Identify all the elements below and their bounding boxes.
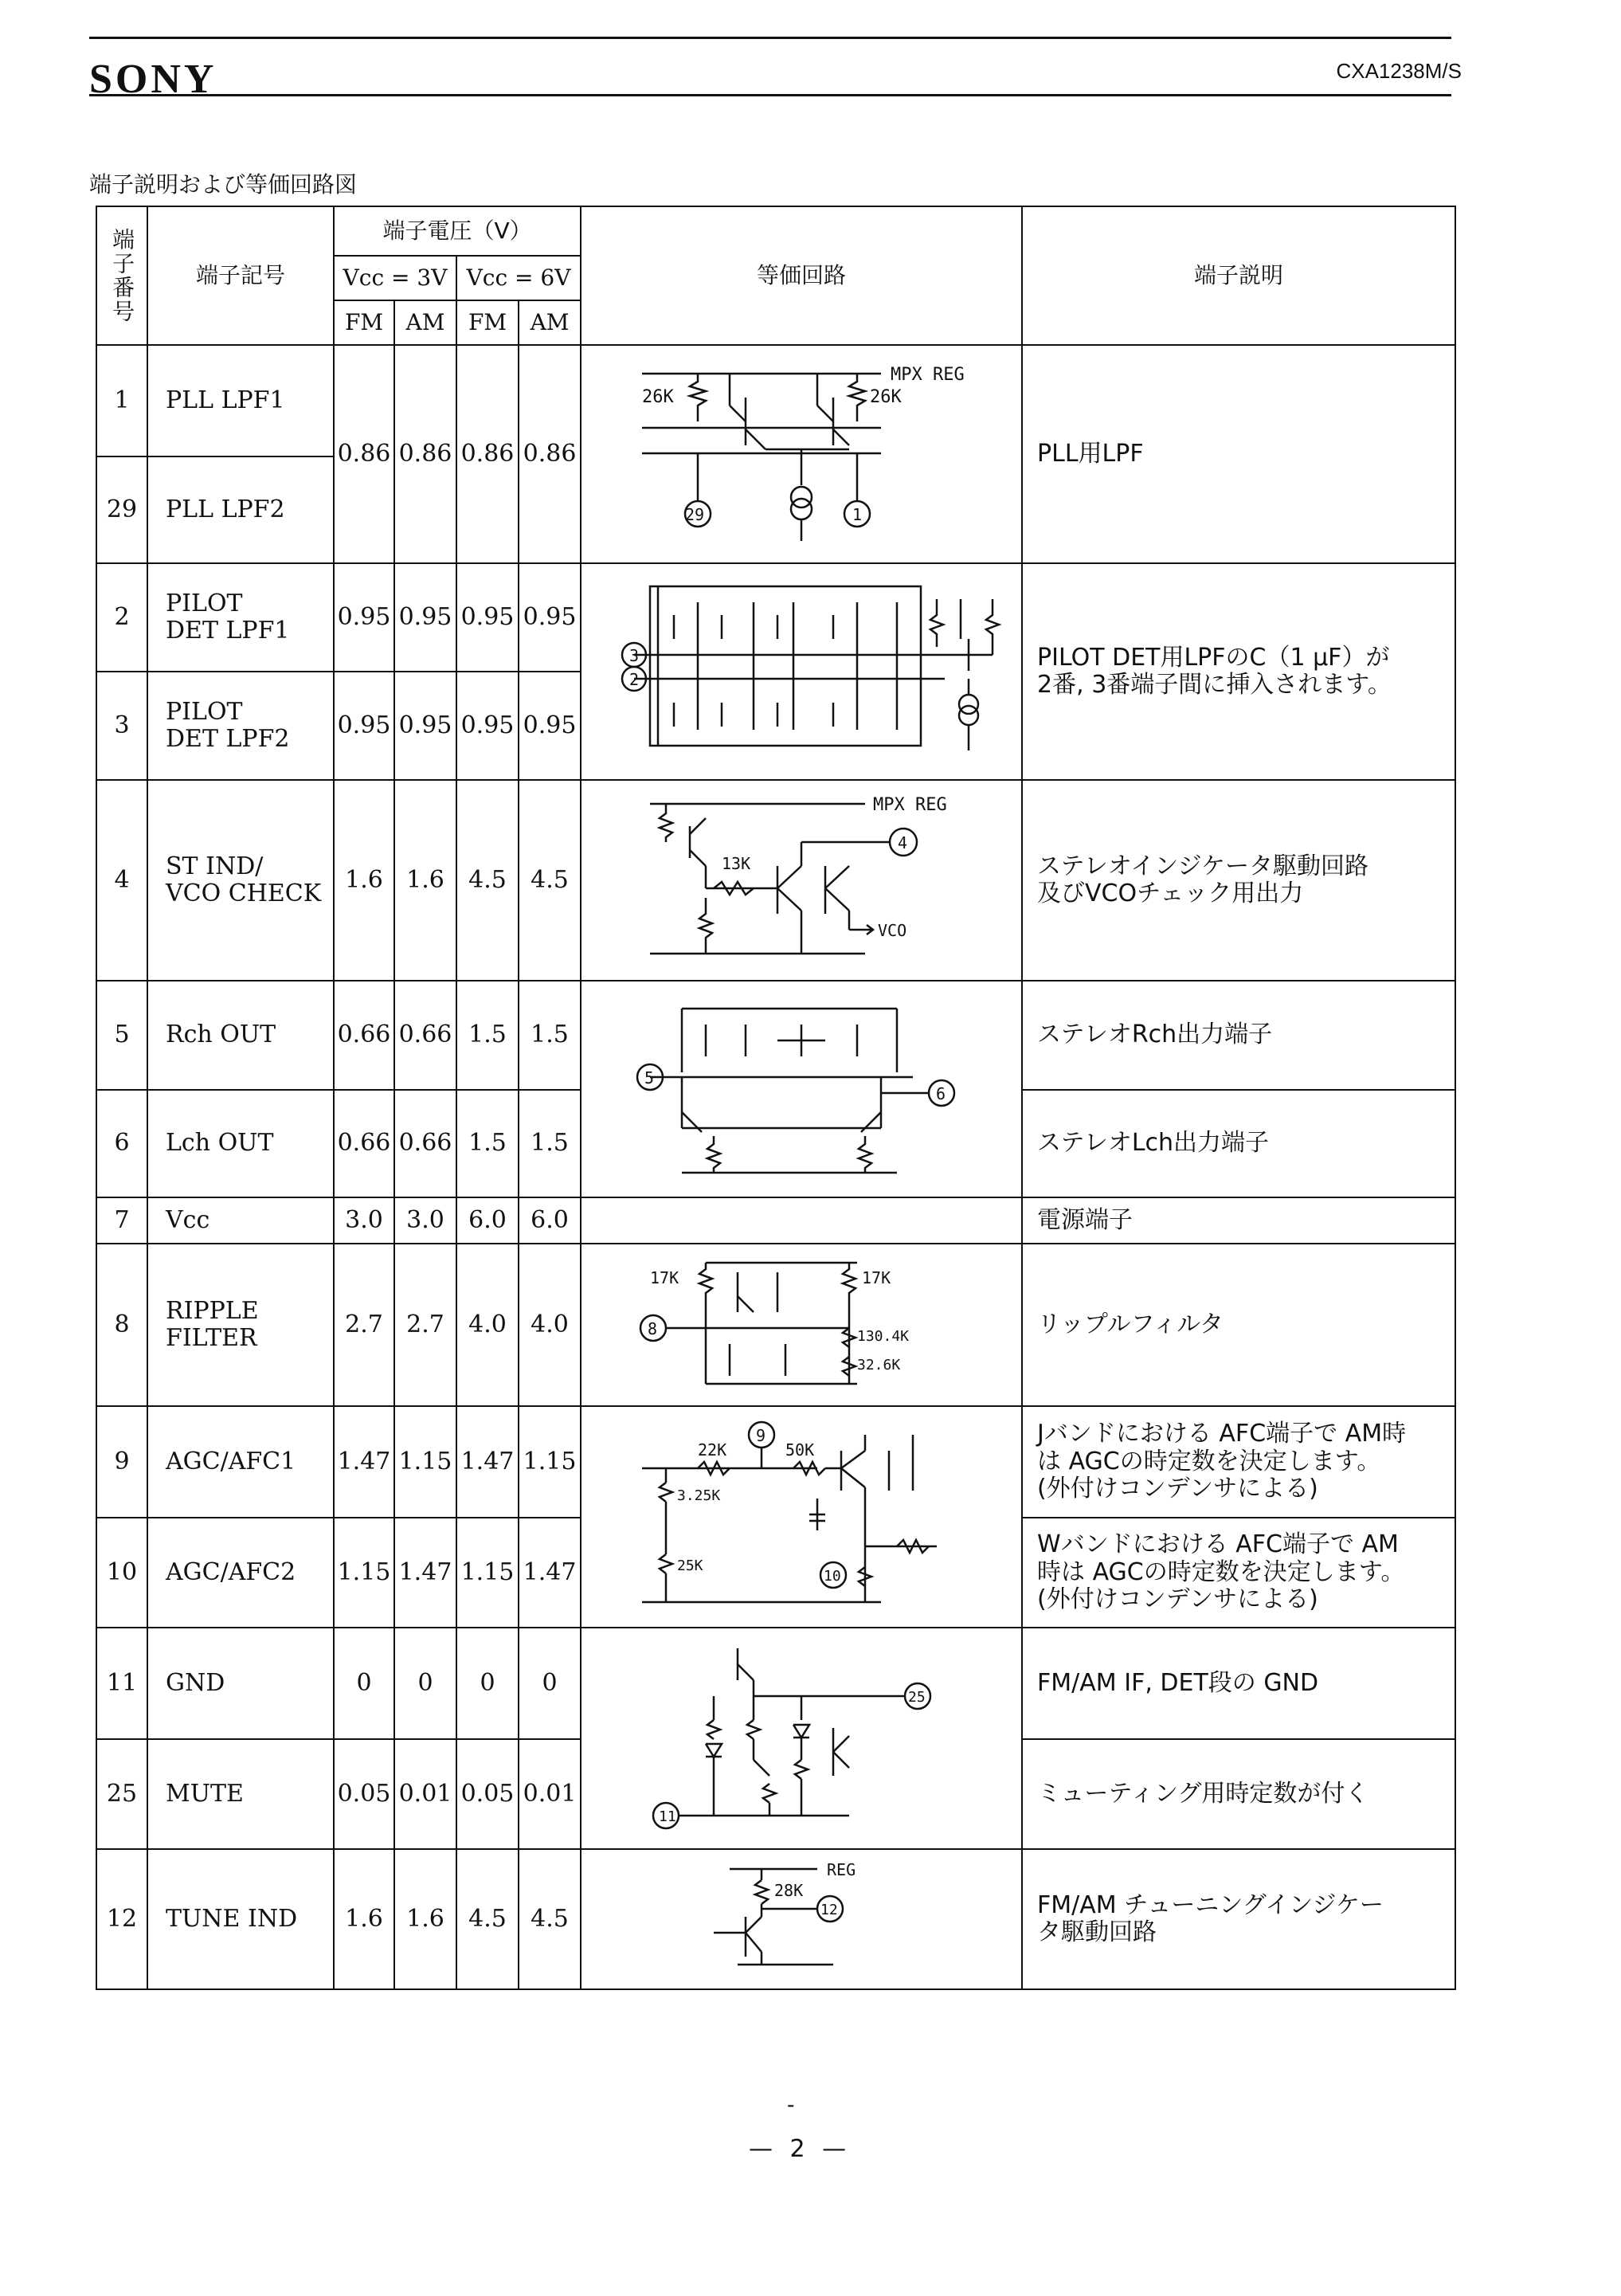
pin-symbol: PLL LPF2 — [147, 456, 334, 563]
top-rule — [89, 37, 1451, 39]
pin-description: 電源端子 — [1022, 1197, 1455, 1244]
table-row — [96, 1197, 1455, 1244]
pin-symbol: PILOT DET LPF2 — [147, 672, 334, 780]
pin-number: 2 — [96, 563, 147, 672]
svg-text:VCO: VCO — [878, 921, 907, 940]
voltage-value: 0.66 — [334, 1090, 394, 1197]
svg-text:25K: 25K — [677, 1557, 703, 1574]
voltage-value: 0.95 — [394, 672, 456, 780]
svg-text:17K: 17K — [862, 1268, 891, 1287]
svg-text:9: 9 — [756, 1426, 766, 1445]
svg-text:REG: REG — [827, 1860, 856, 1879]
pin-symbol: PILOT DET LPF1 — [147, 563, 334, 672]
pin-number: 10 — [96, 1518, 147, 1628]
voltage-value: 0 — [519, 1628, 581, 1739]
pin-symbol: GND — [147, 1628, 334, 1739]
circuit-diagram-gnd-mute — [581, 1628, 1022, 1849]
svg-text:2: 2 — [629, 670, 640, 689]
svg-text:6: 6 — [936, 1084, 946, 1103]
voltage-value: 0.95 — [456, 563, 519, 672]
svg-text:32.6K: 32.6K — [857, 1357, 901, 1373]
table-row — [96, 1849, 1455, 1989]
header-rule — [89, 94, 1451, 96]
header-pin-symbol: 端子記号 — [147, 206, 334, 345]
circuit-diagram-pilot-det — [581, 563, 1022, 780]
pin-number: 8 — [96, 1244, 147, 1406]
voltage-value: 0.86 — [456, 345, 519, 563]
sony-logo: SONY — [89, 57, 217, 102]
table-row — [96, 981, 1455, 1090]
svg-text:26K: 26K — [642, 387, 674, 407]
voltage-value: 1.6 — [334, 780, 394, 981]
header-fm: FM — [456, 300, 519, 345]
table-row — [96, 563, 1455, 672]
voltage-value: 1.47 — [519, 1518, 581, 1628]
voltage-value: 0.05 — [334, 1739, 394, 1849]
table-row — [96, 1406, 1455, 1518]
svg-text:3.25K: 3.25K — [677, 1487, 721, 1504]
header-circuit: 等価回路 — [581, 206, 1022, 345]
pin-number: 9 — [96, 1406, 147, 1518]
voltage-value: 0.66 — [394, 981, 456, 1090]
voltage-value: 6.0 — [456, 1197, 519, 1244]
pin-description: リップルフィルタ — [1022, 1244, 1455, 1406]
voltage-value: 1.15 — [456, 1518, 519, 1628]
pin-number: 6 — [96, 1090, 147, 1197]
voltage-value: 0.01 — [519, 1739, 581, 1849]
svg-text:25: 25 — [908, 1689, 926, 1706]
voltage-value: 1.6 — [334, 1849, 394, 1989]
voltage-value: 1.5 — [519, 981, 581, 1090]
voltage-value: 1.47 — [456, 1406, 519, 1518]
header-voltage: 端子電圧（V） — [334, 206, 581, 256]
voltage-value: 2.7 — [394, 1244, 456, 1406]
circuit-diagram-pll-lpf — [581, 345, 1022, 563]
header-am: AM — [519, 300, 581, 345]
svg-text:5: 5 — [644, 1068, 655, 1087]
pin-description: ステレオLch出力端子 — [1022, 1090, 1455, 1197]
voltage-value: 4.0 — [456, 1244, 519, 1406]
svg-text:MPX REG: MPX REG — [891, 365, 965, 385]
pin-number: 25 — [96, 1739, 147, 1849]
voltage-value: 0.66 — [334, 981, 394, 1090]
voltage-value: 1.15 — [394, 1406, 456, 1518]
svg-text:3: 3 — [629, 646, 640, 665]
voltage-value: 1.15 — [334, 1518, 394, 1628]
header-pin-no: 端子番号 — [96, 206, 147, 345]
footer-mark: - — [787, 2091, 795, 2118]
header-vcc3: Vcc = 3V — [334, 256, 456, 300]
pin-symbol: AGC/AFC1 — [147, 1406, 334, 1518]
voltage-value: 1.15 — [519, 1406, 581, 1518]
voltage-value: 1.5 — [456, 1090, 519, 1197]
svg-text:1: 1 — [852, 505, 863, 524]
voltage-value: 4.5 — [456, 1849, 519, 1989]
pin-description: Wバンドにおける AFC端子で AM 時は AGCの時定数を決定します。 (外付けコンデンサによる) — [1022, 1518, 1455, 1628]
voltage-value: 0.66 — [394, 1090, 456, 1197]
voltage-value: 1.6 — [394, 1849, 456, 1989]
pin-description: FM/AM チューニングインジケー タ駆動回路 — [1022, 1849, 1455, 1989]
circuit-diagram-ripple — [581, 1244, 1022, 1406]
voltage-value: 4.0 — [519, 1244, 581, 1406]
table-row — [96, 780, 1455, 981]
section-title: 端子説明および等価回路図 — [89, 171, 358, 198]
header-description: 端子説明 — [1022, 206, 1455, 345]
svg-text:26K: 26K — [870, 387, 902, 407]
circuit-diagram-output — [581, 981, 1022, 1197]
voltage-value: 4.5 — [519, 1849, 581, 1989]
svg-text:17K: 17K — [650, 1268, 679, 1287]
circuit-diagram-tune-ind — [581, 1849, 1022, 1989]
pin-table — [96, 206, 1456, 1990]
svg-text:29: 29 — [685, 505, 705, 524]
pin-description: Jバンドにおける AFC端子で AM時 は AGCの時定数を決定します。 (外付けコンデンサによる) — [1022, 1406, 1455, 1518]
voltage-value: 0.95 — [334, 672, 394, 780]
svg-text:MPX REG: MPX REG — [873, 795, 947, 815]
voltage-value: 3.0 — [394, 1197, 456, 1244]
voltage-value: 0 — [334, 1628, 394, 1739]
svg-text:12: 12 — [820, 1902, 838, 1918]
voltage-value: 0.95 — [334, 563, 394, 672]
voltage-value: 6.0 — [519, 1197, 581, 1244]
pin-number: 7 — [96, 1197, 147, 1244]
pin-symbol: Lch OUT — [147, 1090, 334, 1197]
pin-number: 12 — [96, 1849, 147, 1989]
svg-text:8: 8 — [648, 1319, 658, 1338]
pin-description: FM/AM IF, DET段の GND — [1022, 1628, 1455, 1739]
table-row — [96, 1244, 1455, 1406]
svg-text:4: 4 — [898, 833, 908, 852]
pin-symbol: Rch OUT — [147, 981, 334, 1090]
table-row — [96, 345, 1455, 456]
pin-description: ステレオRch出力端子 — [1022, 981, 1455, 1090]
voltage-value: 4.5 — [519, 780, 581, 981]
voltage-value: 0.95 — [519, 672, 581, 780]
voltage-value: 1.47 — [334, 1406, 394, 1518]
header-fm: FM — [334, 300, 394, 345]
circuit-diagram-agc-afc — [581, 1406, 1022, 1628]
circuit-diagram-st-ind — [581, 780, 1022, 981]
voltage-value: 3.0 — [334, 1197, 394, 1244]
pin-description: PLL用LPF — [1022, 345, 1455, 563]
pin-description: ステレオインジケータ駆動回路 及びVCOチェック用出力 — [1022, 780, 1455, 981]
svg-text:28K: 28K — [774, 1881, 804, 1900]
page-number: — 2 — — [749, 2135, 852, 2163]
voltage-value: 0.86 — [519, 345, 581, 563]
voltage-value: 0.01 — [394, 1739, 456, 1849]
voltage-value: 0.86 — [394, 345, 456, 563]
pin-number: 4 — [96, 780, 147, 981]
pin-number: 5 — [96, 981, 147, 1090]
pin-number: 1 — [96, 345, 147, 456]
svg-text:130.4K: 130.4K — [857, 1328, 910, 1345]
pin-symbol: MUTE — [147, 1739, 334, 1849]
svg-text:22K: 22K — [698, 1440, 727, 1459]
voltage-value: 0.95 — [456, 672, 519, 780]
voltage-value: 0.95 — [519, 563, 581, 672]
voltage-value: 1.47 — [394, 1518, 456, 1628]
voltage-value: 1.6 — [394, 780, 456, 981]
svg-text:11: 11 — [659, 1808, 676, 1825]
voltage-value: 0.05 — [456, 1739, 519, 1849]
voltage-value: 1.5 — [519, 1090, 581, 1197]
pin-number: 29 — [96, 456, 147, 563]
pin-symbol: ST IND/ VCO CHECK — [147, 780, 334, 981]
svg-text:13K: 13K — [722, 854, 751, 873]
pin-description: PILOT DET用LPFのC（1 μF）が 2番, 3番端子間に挿入されます。 — [1022, 563, 1455, 780]
svg-text:10: 10 — [824, 1568, 841, 1585]
circuit-diagram-empty — [581, 1197, 1022, 1244]
svg-text:50K: 50K — [785, 1440, 815, 1459]
voltage-value: 2.7 — [334, 1244, 394, 1406]
voltage-value: 0.95 — [394, 563, 456, 672]
header-vcc6: Vcc = 6V — [456, 256, 581, 300]
pin-symbol: PLL LPF1 — [147, 345, 334, 456]
voltage-value: 0.86 — [334, 345, 394, 563]
pin-symbol: TUNE IND — [147, 1849, 334, 1989]
voltage-value: 1.5 — [456, 981, 519, 1090]
model-number: CXA1238M/S — [1336, 59, 1462, 83]
pin-number: 3 — [96, 672, 147, 780]
voltage-value: 0 — [456, 1628, 519, 1739]
voltage-value: 0 — [394, 1628, 456, 1739]
pin-symbol: AGC/AFC2 — [147, 1518, 334, 1628]
pin-description: ミューティング用時定数が付く — [1022, 1739, 1455, 1849]
voltage-value: 4.5 — [456, 780, 519, 981]
pin-symbol: RIPPLE FILTER — [147, 1244, 334, 1406]
pin-symbol: Vcc — [147, 1197, 334, 1244]
table-row — [96, 1628, 1455, 1739]
header-am: AM — [394, 300, 456, 345]
pin-number: 11 — [96, 1628, 147, 1739]
